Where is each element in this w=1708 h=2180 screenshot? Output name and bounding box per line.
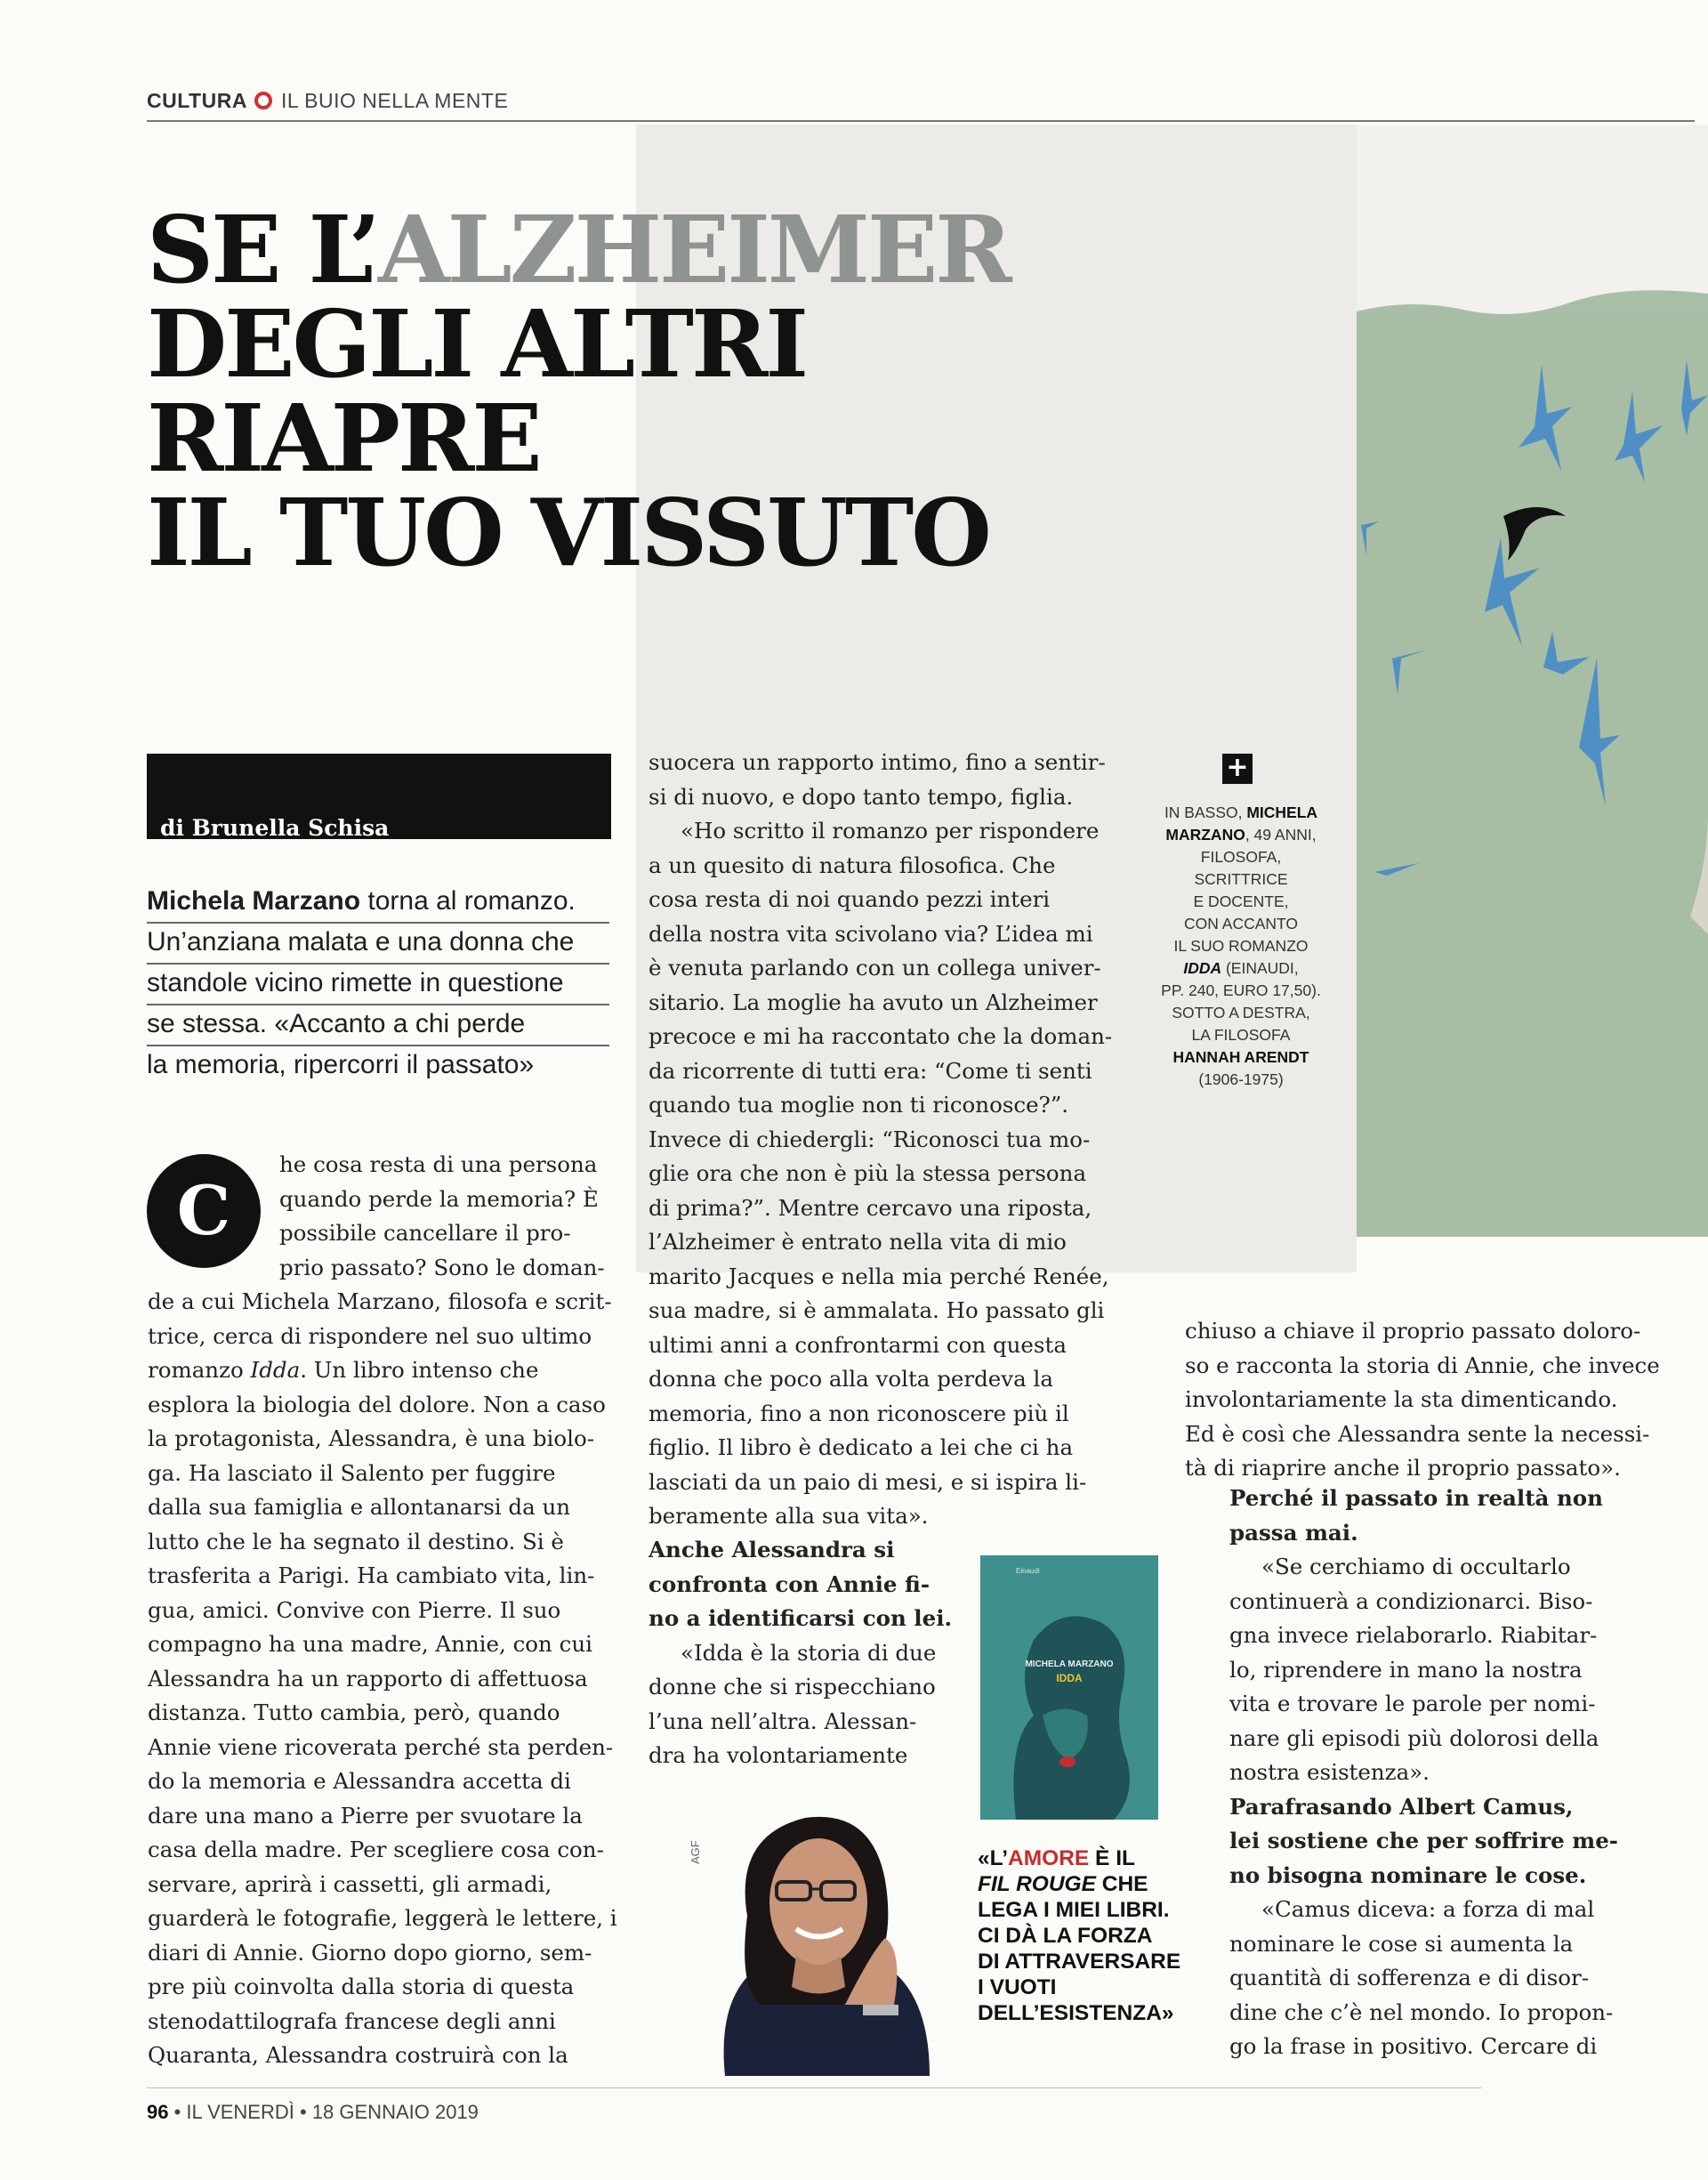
text-line: prio passato? Sono le doman- xyxy=(279,1254,605,1280)
text-line: romanzo xyxy=(148,1357,244,1383)
question-line: confronta con Annie fi- xyxy=(649,1570,931,1597)
text-line: donne che si rispecchiano xyxy=(649,1674,936,1700)
caption-line: E DOCENTE, xyxy=(1193,892,1289,910)
text-line: cosa resta di noi quando pezzi interi xyxy=(649,886,1051,912)
book-cover xyxy=(980,1555,1158,1820)
text-line: «Camus diceva: a forza di mal xyxy=(1261,1896,1595,1922)
lead-paragraph xyxy=(147,883,609,1086)
text-line: a un quesito di natura filosofica. Che xyxy=(649,852,1056,878)
book-author: MICHELA MARZANO xyxy=(1025,1659,1114,1669)
question-line: lei sostiene che per soffrire me- xyxy=(1229,1828,1618,1853)
photo-caption xyxy=(1139,802,1343,1091)
pull-quote xyxy=(978,1845,1200,2026)
text-line: la protagonista, Alessandra, è una biolo- xyxy=(148,1425,594,1451)
headline-line3: RIAPRE xyxy=(147,384,540,493)
text-line: precoce e mi ha raccontato che la doman- xyxy=(649,1023,1113,1049)
question-line: Anche Alessandra si xyxy=(649,1537,895,1562)
text-line: donna che poco alla volta perdeva la xyxy=(649,1366,1053,1392)
text-line: glie ora che non è più la stessa persona xyxy=(649,1160,1087,1186)
caption-line: CON ACCANTO xyxy=(1183,915,1299,933)
interview-block xyxy=(1229,1482,1630,2064)
question-line: Parafrasando Albert Camus, xyxy=(1229,1793,1574,1820)
text-line: Invece di chiedergli: “Riconosci tua mo- xyxy=(649,1126,1091,1152)
header-divider xyxy=(147,120,1695,122)
caption-name: HANNAH ARENDT xyxy=(1172,1048,1309,1066)
text-line: quando perde la memoria? È xyxy=(279,1185,599,1212)
text-line: tà di riaprire anche il proprio passato». xyxy=(1185,1455,1621,1481)
text-line: possibile cancellare il pro- xyxy=(279,1220,571,1246)
caption-line: (1906-1975) xyxy=(1198,1070,1284,1088)
text-line: di prima?”. Mentre cercavo una riposta, xyxy=(649,1194,1092,1221)
text-line: so e racconta la storia di Annie, che invece xyxy=(1185,1352,1660,1378)
text-line: suocera un rapporto intimo, fino a sentir- xyxy=(649,749,1106,775)
quote-line: CI DÀ LA FORZA xyxy=(978,1924,1153,1948)
quote-italic: FIL ROUGE xyxy=(978,1872,1096,1896)
text-line: nare gli episodi più dolorosi della xyxy=(1229,1724,1599,1751)
text-line: Quaranta, Alessandra costruirà con la xyxy=(148,2042,568,2068)
question-line: Perché il passato in realtà non xyxy=(1229,1485,1603,1511)
headline-line4: IL TUO VISSUTO xyxy=(147,478,989,587)
text-line: memoria, fino a non riconoscere più il xyxy=(649,1400,1069,1426)
text-line: pre più coinvolta dalla storia di questa xyxy=(148,1974,575,1999)
text-line: go la frase in positivo. Cercare di xyxy=(1229,2033,1598,2059)
text-line: diari di Annie. Giorno dopo giorno, sem- xyxy=(148,1939,592,1966)
quote-line: LEGA I MIEI LIBRI. xyxy=(978,1898,1170,1922)
quote-accent: AMORE xyxy=(1008,1846,1090,1870)
quote-text: CHE xyxy=(1095,1872,1148,1896)
drop-cap: C xyxy=(147,1154,261,1268)
interview-question-1 xyxy=(649,1533,964,1773)
text-line: si di nuovo, e dopo tanto tempo, figlia. xyxy=(649,783,1074,810)
series-label: IL BUIO NELLA MENTE xyxy=(280,89,509,112)
headline xyxy=(147,195,1036,587)
article-column-1 xyxy=(148,1148,615,2073)
text-line: ultimi anni a confrontarmi con questa xyxy=(649,1331,1067,1358)
text-line: lo, riprendere in mano la nostra xyxy=(1229,1656,1583,1683)
text-line: «Ho scritto il romanzo per rispondere xyxy=(681,818,1100,844)
lead-line: standole vicino rimette in questione xyxy=(147,965,609,1005)
issue-date: 18 GENNAIO 2019 xyxy=(311,2101,479,2123)
section-header xyxy=(147,89,508,113)
caption-line: SOTTO A DESTRA, xyxy=(1172,1004,1310,1021)
text-line: ga. Ha lasciato il Salento per fuggire xyxy=(148,1459,556,1486)
caption-name: MARZANO xyxy=(1165,826,1245,844)
question-line: no a identificarsi con lei. xyxy=(649,1605,953,1631)
text-line: dra ha volontariamente xyxy=(649,1742,908,1768)
text-line: gua, amici. Convive con Pierre. Il suo xyxy=(148,1596,561,1623)
text-line: servare, aprirà i cassetti, gli armadi, xyxy=(148,1870,552,1897)
caption-line: LA FILOSOFA xyxy=(1191,1026,1291,1044)
article-column-2 xyxy=(649,746,1111,1534)
text-line: nominare le cose si aumenta la xyxy=(1229,1930,1574,1957)
text-line: quantità di sofferenza e di disor- xyxy=(1229,1965,1590,1990)
text-line: trice, cerca di rispondere nel suo ultimo xyxy=(148,1322,592,1349)
quote-line: I VUOTI xyxy=(978,1975,1057,1999)
text-line: dalla sua famiglia e allontanarsi da un xyxy=(148,1494,571,1520)
text-line: Alessandra ha un rapporto di affettuosa xyxy=(148,1665,588,1692)
caption-name: MICHELA xyxy=(1246,803,1318,821)
quote-text: È IL xyxy=(1089,1846,1135,1870)
book-title: Idda xyxy=(250,1357,301,1383)
text-line: vita e trovare le parole per nomi- xyxy=(1229,1691,1596,1716)
caption-line: PP. 240, EURO 17,50). xyxy=(1161,981,1321,999)
headline-highlight: ALZHEIMER xyxy=(377,195,1010,304)
text-line: figlio. Il libro è dedicato a lei che ci ha xyxy=(649,1434,1074,1460)
text-line: nostra esistenza». xyxy=(1229,1759,1430,1785)
magazine-name: IL VENERDÌ xyxy=(186,2101,294,2123)
text-line: trasferita a Parigi. Ha cambiato vita, lin- xyxy=(148,1562,595,1588)
text-line: dine che c’è nel mondo. Io propon- xyxy=(1229,1998,1614,2025)
book-title-cover: IDDA xyxy=(1056,1672,1083,1684)
page-number: 96 xyxy=(147,2101,169,2123)
text-line: sitario. La moglie ha avuto un Alzheimer xyxy=(649,989,1098,1015)
question-line: passa mai. xyxy=(1229,1519,1358,1546)
circle-bullet-icon xyxy=(254,92,272,109)
text-line: casa della madre. Per scegliere cosa con- xyxy=(148,1837,604,1862)
text-line: Annie viene ricoverata perché sta perden- xyxy=(148,1733,614,1760)
text-line: l’una nell’altra. Alessan- xyxy=(649,1708,917,1734)
text-line: compagno ha una madre, Annie, con cui xyxy=(148,1631,592,1657)
text-line: distanza. Tutto cambia, però, quando xyxy=(148,1700,560,1725)
text-line: beramente alla sua vita». xyxy=(649,1503,929,1529)
caption-line: (EINAUDI, xyxy=(1221,959,1299,977)
plus-icon: + xyxy=(1222,754,1253,784)
quote-text: «L’ xyxy=(978,1846,1009,1870)
text-line: de a cui Michela Marzano, filosofa e scrit- xyxy=(148,1288,612,1314)
article-column-3 xyxy=(1185,1314,1660,1486)
text-line: Ed è così che Alessandra sente la necessi- xyxy=(1185,1420,1650,1447)
lead-line: Un’anziana malata e una donna che xyxy=(147,924,609,965)
text-line: l’Alzheimer è entrato nella vita di mio xyxy=(649,1229,1067,1255)
text-line: esplora la biologia del dolore. Non a caso xyxy=(148,1391,606,1417)
byline: di Brunella Schisa xyxy=(160,815,390,841)
birds-artwork xyxy=(1357,125,1708,1237)
lead-author: Michela Marzano xyxy=(147,886,361,916)
text-line: gna invece rielaborarlo. Riabitar- xyxy=(1229,1622,1598,1648)
caption-line: IL SUO ROMANZO xyxy=(1173,937,1309,955)
text-line: . Un libro intenso che xyxy=(300,1357,539,1383)
text-line: continuerà a condizionarci. Biso- xyxy=(1229,1587,1593,1614)
text-line: guarderà le fotografie, leggerà le lettere, i xyxy=(148,1905,617,1931)
author-portrait xyxy=(663,1782,970,2076)
photo-credit: AGF xyxy=(689,1840,702,1864)
text-line: chiuso a chiave il proprio passato doloro- xyxy=(1185,1318,1641,1344)
lead-line: torna al romanzo. xyxy=(360,886,576,916)
text-line: lutto che le ha segnato il destino. Si è xyxy=(148,1528,564,1554)
text-line: involontariamente la sta dimenticando. xyxy=(1185,1386,1618,1412)
caption-line: SCRITTRICE xyxy=(1194,870,1288,888)
text-line: è venuta parlando con un collega univer- xyxy=(649,955,1101,981)
book-publisher: Einaudi xyxy=(1016,1567,1040,1575)
text-line: do la memoria e Alessandra accetta di xyxy=(148,1768,571,1794)
footer-divider xyxy=(147,2087,1481,2088)
text-line: he cosa resta di una persona xyxy=(279,1151,598,1177)
text-line: «Se cerchiamo di occultarlo xyxy=(1261,1554,1571,1579)
text-line: della nostra vita scivolano via? L’idea mi xyxy=(649,920,1093,947)
text-line: dare una mano a Pierre per svuotare la xyxy=(148,1802,583,1829)
caption-line: IN BASSO, xyxy=(1164,803,1243,821)
headline-line1-a: SE L’ xyxy=(147,195,378,304)
lead-line: la memoria, ripercorri il passato» xyxy=(147,1050,535,1079)
lead-line: se stessa. «Accanto a chi perde xyxy=(147,1005,609,1046)
caption-line: FILOSOFA, xyxy=(1200,848,1282,866)
text-line: sua madre, si è ammalata. Ho passato gli xyxy=(649,1297,1105,1323)
caption-book: IDDA xyxy=(1183,959,1222,977)
question-line: no bisogna nominare le cose. xyxy=(1229,1861,1587,1888)
page-footer: 96 • IL VENERDÌ • 18 GENNAIO 2019 xyxy=(147,2101,479,2123)
caption-line: , 49 ANNI, xyxy=(1245,826,1317,844)
quote-line: DELL’ESISTENZA» xyxy=(978,2001,1174,2025)
text-line: lasciati da un paio di mesi, e si ispira li- xyxy=(649,1468,1087,1495)
text-line: marito Jacques e nella mia perché Renée, xyxy=(649,1263,1109,1289)
text-line: da ricorrente di tutti era: “Come ti senti xyxy=(649,1057,1092,1084)
section-label: CULTURA xyxy=(147,89,247,112)
headline-line2: DEGLI ALTRI xyxy=(147,289,807,399)
text-line: quando tua moglie non ti riconosce?”. xyxy=(649,1092,1069,1118)
text-line: «Idda è la storia di due xyxy=(681,1639,937,1666)
quote-line: DI ATTRAVERSARE xyxy=(978,1950,1181,1974)
text-line: stenodattilografa francese degli anni xyxy=(148,2007,556,2034)
